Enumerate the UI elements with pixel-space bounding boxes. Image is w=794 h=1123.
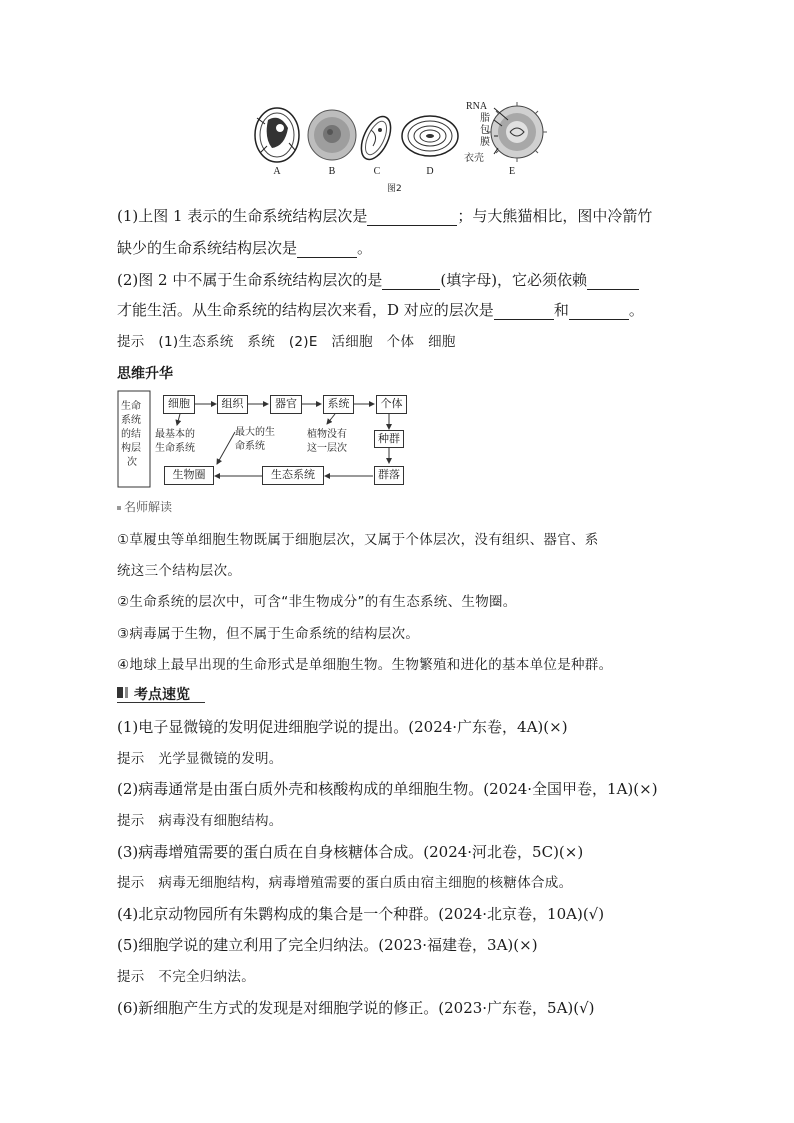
side-label-1: 生命 <box>121 401 141 412</box>
q1-blank-1[interactable] <box>367 209 457 226</box>
side-label-4: 构层 <box>121 443 141 454</box>
virus-label-zhi: 脂 <box>480 113 490 124</box>
question-2-line-1 <box>117 270 639 290</box>
figure-label-d: D <box>426 166 434 177</box>
virus-label-mo: 膜 <box>480 137 490 148</box>
question-1-line-2 <box>117 238 372 258</box>
q2-blank-2[interactable] <box>587 273 639 290</box>
q1-text: (1)上图 1 表示的生命系统结构层次是 <box>117 207 368 225</box>
q1-text-2-tail: 。 <box>357 239 373 257</box>
virus-label-bao: 包 <box>480 125 490 136</box>
figure-label-b: B <box>328 166 336 177</box>
figure-2 <box>240 98 560 198</box>
q2-blank-3[interactable] <box>494 303 554 320</box>
quick-review-title: 考点速览 <box>134 687 190 703</box>
level-population: 种群 <box>374 430 404 448</box>
review-hint-3: 提示 病毒无细胞结构，病毒增殖需要的蛋白质由宿主细胞的核糖体合成。 <box>117 875 573 891</box>
figure-label-e: E <box>508 166 516 177</box>
review-item-1: (1)电子显微镜的发明促进细胞学说的提出。(2024·广东卷，4A)(×) <box>117 718 568 736</box>
teacher-point-2: ②生命系统的层次中，可含“非生物成分”的有生态系统、生物圈。 <box>117 594 517 610</box>
section-marker-icon-2 <box>125 687 128 698</box>
virus-label-capsid: 衣壳 <box>464 153 484 164</box>
level-organ: 器官 <box>270 395 302 414</box>
question-1-line-1 <box>117 206 652 226</box>
teacher-point-1-line-2: 统这三个结构层次。 <box>117 563 242 579</box>
side-label-3: 的结 <box>121 429 141 440</box>
note-plant-1: 植物没有 <box>307 429 347 440</box>
review-item-3: (3)病毒增殖需要的蛋白质在自身核糖体合成。(2024·河北卷，5C)(×) <box>117 843 584 861</box>
cell-b-image <box>308 110 356 160</box>
note-basic-1: 最基本的 <box>155 429 195 440</box>
q2-blank-1[interactable] <box>382 273 440 290</box>
cell-d-image <box>402 116 458 156</box>
q2-text: (2)图 2 中不属于生命系统结构层次的是 <box>117 271 383 289</box>
note-largest-2: 命系统 <box>235 441 265 452</box>
level-cell: 细胞 <box>163 395 195 414</box>
level-ecosystem: 生态系统 <box>262 466 324 485</box>
teacher-title-row <box>117 498 172 515</box>
level-biosphere: 生物圈 <box>164 466 214 485</box>
cell-c-image <box>355 112 396 164</box>
question-2-line-2 <box>117 300 644 320</box>
virus-label-rna: RNA <box>466 101 488 112</box>
q2-text-mid: (填字母)，它必须依赖 <box>440 271 588 289</box>
review-item-2: (2)病毒通常是由蛋白质外壳和核酸构成的单细胞生物。(2024·全国甲卷，1A)(×) <box>117 780 658 798</box>
cell-e-image <box>487 102 547 162</box>
review-hint-1: 提示 光学显微镜的发明。 <box>117 751 283 767</box>
teacher-title: 名师解读 <box>124 500 173 514</box>
review-hint-2: 提示 病毒没有细胞结构。 <box>117 813 283 829</box>
q1-blank-2[interactable] <box>297 241 357 258</box>
thinking-title: 思维升华 <box>117 366 173 382</box>
figure-caption: 图2 <box>387 184 402 194</box>
quick-review-header <box>117 684 205 703</box>
q1-text-2: 缺少的生命系统结构层次是 <box>117 239 298 257</box>
note-plant-2: 这一层次 <box>307 443 347 454</box>
note-largest-1: 最大的生 <box>235 427 275 438</box>
review-hint-5: 提示 不完全归纳法。 <box>117 969 255 985</box>
q2-text-2: 才能生活。从生命系统的结构层次来看，D 对应的层次是 <box>117 301 494 319</box>
review-item-6: (6)新细胞产生方式的发现是对细胞学说的修正。(2023·广东卷，5A)(√) <box>117 999 595 1017</box>
side-label-5: 次 <box>127 457 137 468</box>
review-item-4: (4)北京动物园所有朱鹮构成的集合是一个种群。(2024·北京卷，10A)(√) <box>117 905 605 923</box>
section-marker-icon <box>117 687 123 698</box>
side-label-2: 系统 <box>121 415 141 426</box>
q2-text-2-mid: 和 <box>553 301 569 319</box>
q2-text-2-tail: 。 <box>628 301 644 319</box>
teacher-point-4: ④地球上最早出现的生命形式是单细胞生物。生物繁殖和进化的基本单位是种群。 <box>117 657 613 673</box>
levels-diagram <box>117 390 417 490</box>
note-basic-2: 生命系统 <box>155 443 195 454</box>
teacher-point-3: ③病毒属于生物，但不属于生命系统的结构层次。 <box>117 626 420 642</box>
review-item-5: (5)细胞学说的建立利用了完全归纳法。(2023·福建卷，3A)(×) <box>117 936 538 954</box>
level-community: 群落 <box>374 466 404 485</box>
teacher-marker-icon <box>117 506 121 510</box>
q1-text-tail: ；与大熊猫相比，图中冷箭竹 <box>457 207 653 225</box>
q2-blank-4[interactable] <box>569 303 629 320</box>
level-tissue: 组织 <box>217 395 248 414</box>
figure-label-a: A <box>273 166 281 177</box>
level-system: 系统 <box>323 395 354 414</box>
teacher-point-1-line-1: ①草履虫等单细胞生物既属于细胞层次，又属于个体层次，没有组织、器官、系 <box>117 532 599 548</box>
question-hint: 提示 (1)生态系统 系统 (2)E 活细胞 个体 细胞 <box>117 334 456 350</box>
figure-label-c: C <box>373 166 381 177</box>
level-individual: 个体 <box>376 395 407 414</box>
cell-a-image <box>255 108 299 162</box>
